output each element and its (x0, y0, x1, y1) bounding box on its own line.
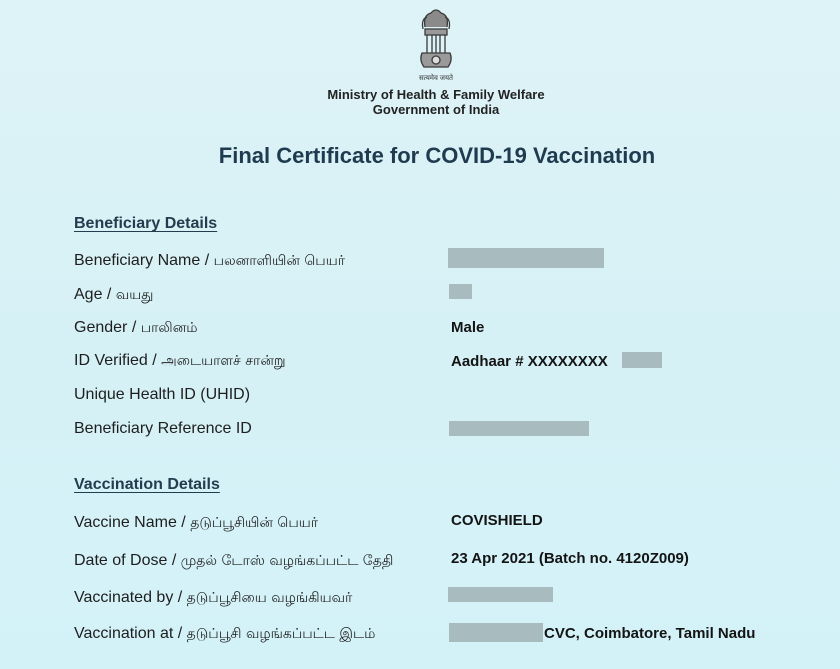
redacted-vaccination-center (449, 623, 543, 642)
label-ta: வயது (115, 287, 154, 303)
beneficiary-section-title: Beneficiary Details (74, 215, 218, 232)
label-en: Date of Dose / (74, 552, 181, 569)
national-emblem-icon (413, 5, 459, 83)
id-verified-value: Aadhaar # XXXXXXXX (451, 353, 608, 370)
date-of-dose-value: 23 Apr 2021 (Batch no. 4120Z009) (451, 550, 689, 567)
beneficiary-name-label (74, 252, 345, 271)
redacted-age (449, 284, 472, 299)
redacted-vaccinator (448, 587, 553, 602)
redacted-reference-id (449, 421, 589, 436)
id-verified-label (74, 352, 286, 371)
vaccination-at-label (74, 625, 375, 644)
label-ta: தடுப்பூசியின் பெயர் (190, 515, 319, 531)
age-label (74, 286, 153, 305)
label-ta: அடையாளச் சான்று (161, 353, 286, 369)
vaccination-at-value: CVC, Coimbatore, Tamil Nadu (544, 625, 756, 642)
vaccination-section-title: Vaccination Details (74, 476, 220, 493)
gender-value: Male (451, 319, 485, 336)
label-en: ID Verified / (74, 352, 162, 369)
label-ta: முதல் டோஸ் வழங்கப்பட்ட தேதி (180, 553, 394, 569)
label-en: Age / (74, 286, 116, 303)
government-name: Government of India (372, 102, 500, 117)
label-ta: தடுப்பூசி வழங்கப்பட்ட இடம் (186, 626, 376, 642)
uhid-label: Unique Health ID (UHID) (74, 386, 251, 403)
redacted-beneficiary-name (448, 248, 604, 268)
vaccinated-by-label (74, 589, 352, 608)
date-of-dose-label (74, 552, 393, 571)
label-en: Vaccine Name / (74, 514, 191, 531)
label-en: Gender / (74, 319, 141, 336)
label-ta: பலனாளியின் பெயர் (213, 253, 346, 269)
label-en: Vaccinated by / (74, 589, 187, 606)
emblem-caption: सत्यमेव जयते (418, 75, 454, 82)
certificate-title: Final Certificate for COVID-19 Vaccination (218, 143, 656, 168)
gender-label (74, 319, 198, 338)
label-en: Beneficiary Name / (74, 252, 214, 269)
beneficiary-reference-id-label: Beneficiary Reference ID (74, 420, 252, 437)
label-en: Vaccination at / (74, 625, 187, 642)
ministry-name: Ministry of Health & Family Welfare (327, 87, 545, 102)
redacted-id-suffix (622, 352, 662, 368)
vaccine-name-value: COVISHIELD (451, 512, 543, 529)
label-ta: தடுப்பூசியை வழங்கியவர் (186, 590, 353, 606)
label-ta: பாலினம் (140, 320, 198, 336)
vaccine-name-label (74, 514, 318, 533)
